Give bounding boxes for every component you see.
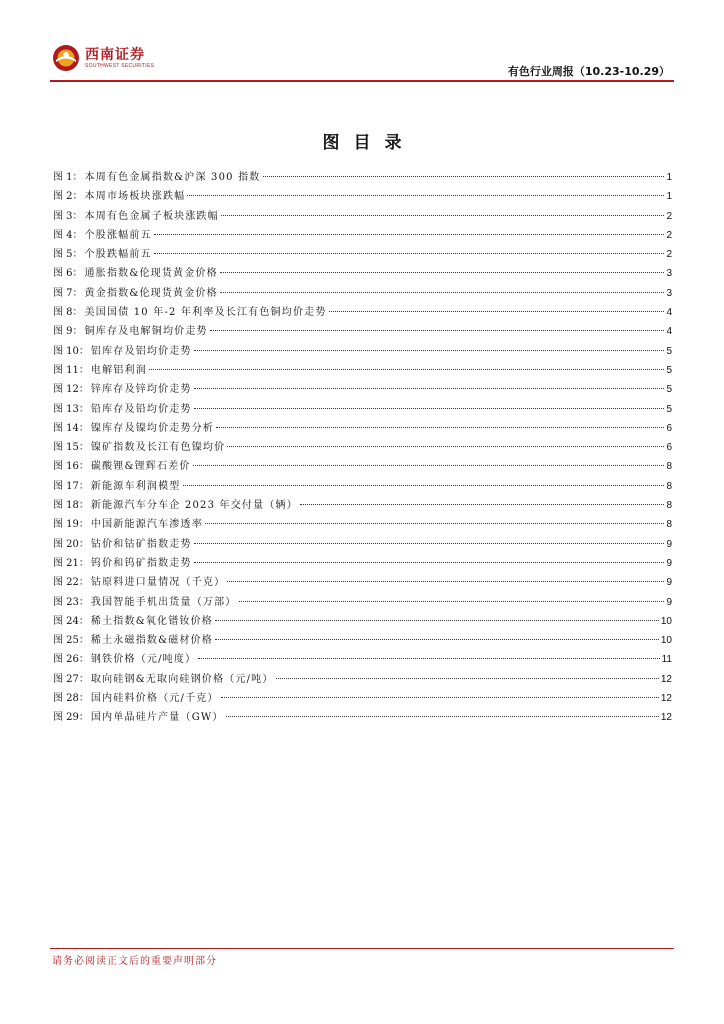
toc-entry-label: 图 15： [53, 442, 89, 454]
toc-entry-title: 稀土永磁指数&磁材价格 [90, 635, 214, 647]
toc-entry-page: 5 [666, 364, 672, 376]
logo-emblem-icon [52, 44, 80, 72]
toc-entry-label: 图 10： [53, 345, 89, 357]
toc-dot-leader [194, 350, 665, 351]
toc-entry-title: 钴价和钴矿指数走势 [90, 538, 192, 550]
toc-entry[interactable] [53, 303, 672, 322]
toc-dot-leader [205, 523, 665, 524]
toc-entry[interactable] [53, 322, 672, 341]
toc-dot-leader [183, 485, 665, 486]
toc-entry-page: 11 [661, 654, 672, 666]
toc-entry-title: 黄金指数&伦现货黄金价格 [84, 287, 218, 299]
toc-entry-page: 3 [666, 268, 672, 280]
toc-dot-leader [220, 272, 665, 273]
toc-entry-label: 图 11： [53, 364, 89, 376]
toc-entry-title: 钢铁价格（元/吨度） [90, 654, 197, 666]
toc-dot-leader [221, 215, 664, 216]
toc-entry-page: 4 [666, 307, 672, 319]
toc-entry[interactable] [53, 631, 672, 650]
toc-dot-leader [216, 427, 664, 428]
toc-entry[interactable] [53, 361, 672, 380]
toc-entry-label: 图 23： [53, 596, 89, 608]
toc-entry-page: 8 [666, 480, 672, 492]
toc-entry-label: 图 13： [53, 403, 89, 415]
toc-entry[interactable] [53, 515, 672, 534]
toc-entry-title: 新能源汽车分车企 2023 年交付量（辆） [90, 500, 298, 512]
toc-dot-leader [263, 176, 665, 177]
toc-entry-title: 国内单晶硅片产量（GW） [90, 712, 224, 724]
toc-dot-leader [227, 581, 664, 582]
toc-dot-leader [239, 601, 665, 602]
toc-dot-leader [221, 697, 659, 698]
toc-entry[interactable] [53, 342, 672, 361]
toc-entry-page: 5 [666, 345, 672, 357]
toc-entry-label: 图 27： [53, 673, 89, 685]
toc-entry[interactable] [53, 689, 672, 708]
toc-entry-page: 9 [666, 538, 672, 550]
toc-entry-title: 本周有色金属子板块涨跌幅 [84, 210, 219, 222]
toc-entry-page: 4 [666, 326, 672, 338]
toc-dot-leader [194, 543, 665, 544]
toc-dot-leader [276, 678, 659, 679]
toc-dot-leader [300, 504, 665, 505]
toc-entry[interactable] [53, 187, 672, 206]
toc-entry-label: 图 4： [53, 229, 83, 241]
toc-entry-label: 图 17： [53, 480, 89, 492]
toc-entry-label: 图 3： [53, 210, 83, 222]
toc-dot-leader [220, 292, 665, 293]
toc-entry-page: 5 [666, 403, 672, 415]
toc-entry-title: 个股跌幅前五 [84, 249, 152, 261]
page-header [0, 0, 724, 82]
toc-entry-title: 铜库存及电解铜均价走势 [84, 326, 208, 338]
toc-entry-title: 电解铝利润 [90, 364, 147, 376]
toc-entry[interactable] [53, 226, 672, 245]
toc-entry-label: 图 6： [53, 268, 83, 280]
toc-entry-page: 12 [660, 693, 672, 705]
toc-entry-label: 图 24： [53, 615, 89, 627]
toc-entry-label: 图 7： [53, 287, 83, 299]
toc-entry-label: 图 28： [53, 693, 89, 705]
toc-entry-title: 中国新能源汽车渗透率 [90, 519, 203, 531]
toc-entry-title: 我国智能手机出货量（万部） [90, 596, 237, 608]
toc-entry-title: 碳酸锂&锂辉石差价 [90, 461, 191, 473]
toc-entry[interactable] [53, 573, 672, 592]
toc-entry-page: 2 [666, 249, 672, 261]
toc-entry[interactable] [53, 457, 672, 476]
toc-dot-leader [194, 408, 665, 409]
toc-dot-leader [215, 639, 659, 640]
toc-entry[interactable] [53, 284, 672, 303]
toc-entry[interactable] [53, 438, 672, 457]
toc-entry-title: 本周市场板块涨跌幅 [84, 191, 186, 203]
toc-entry-page: 2 [666, 229, 672, 241]
toc-entry[interactable] [53, 168, 672, 187]
toc-entry-page: 1 [666, 191, 672, 203]
toc-entry-page: 8 [666, 461, 672, 473]
toc-dot-leader [329, 311, 665, 312]
toc-entry-label: 图 1： [53, 172, 83, 183]
toc-entry-page: 10 [660, 635, 672, 647]
toc-entry-page: 8 [666, 519, 672, 531]
toc-entry-title: 铅库存及铅均价走势 [90, 403, 192, 415]
toc-dot-leader [226, 716, 659, 717]
toc-entry-title: 新能源车利润模型 [90, 480, 181, 492]
toc-entry-page: 6 [666, 442, 672, 454]
toc-entry-title: 本周有色金属指数&沪深 300 指数 [84, 172, 261, 183]
toc-entry-title: 锌库存及锌均价走势 [90, 384, 192, 396]
toc-entry-title: 稀土指数&氧化镨钕价格 [90, 615, 214, 627]
toc-entry-label: 图 12： [53, 384, 89, 396]
toc-entry[interactable] [53, 670, 672, 689]
toc-entry[interactable] [53, 400, 672, 419]
toc-entry-page: 1 [666, 172, 672, 183]
footer-divider [50, 948, 674, 949]
toc-entry-page: 9 [666, 596, 672, 608]
logo-chinese-name: 西南证券 [85, 46, 145, 63]
toc-entry-page: 9 [666, 577, 672, 589]
toc-entry-label: 图 14： [53, 422, 89, 434]
toc-dot-leader [187, 195, 664, 196]
footer-disclaimer: 请务必阅读正文后的重要声明部分 [52, 956, 217, 967]
toc-entry-label: 图 29： [53, 712, 89, 724]
toc-entry-label: 图 5： [53, 249, 83, 261]
toc-entry[interactable] [53, 419, 672, 438]
toc-entry-page: 10 [660, 615, 672, 627]
toc-entry[interactable] [53, 554, 672, 573]
toc-entry-label: 图 20： [53, 538, 89, 550]
toc-entry[interactable] [53, 245, 672, 264]
toc-entry-page: 12 [660, 673, 672, 685]
toc-entry[interactable] [53, 612, 672, 631]
toc-entry[interactable] [53, 207, 672, 226]
toc-entry-page: 3 [666, 287, 672, 299]
toc-entry-label: 图 9： [53, 326, 83, 338]
toc-entry-title: 镍矿指数及长江有色镍均价 [90, 442, 226, 454]
toc-entry-page: 8 [666, 500, 672, 512]
report-title: 有色行业周报（10.23-10.29） [507, 65, 670, 78]
toc-entry[interactable] [53, 708, 672, 727]
toc-entry-title: 国内硅料价格（元/千克） [90, 693, 219, 705]
toc-entry-label: 图 2： [53, 191, 83, 203]
toc-entry-label: 图 18： [53, 500, 89, 512]
toc-entry-title: 钨价和钨矿指数走势 [90, 557, 192, 569]
toc-dot-leader [194, 562, 665, 563]
toc-dot-leader [227, 446, 664, 447]
toc-entry[interactable] [53, 593, 672, 612]
toc-entry-page: 12 [660, 712, 672, 724]
toc-dot-leader [194, 388, 665, 389]
toc-entry[interactable] [53, 264, 672, 283]
toc-entry-title: 钴原料进口量情况（千克） [90, 577, 226, 589]
toc-entry[interactable] [53, 535, 672, 554]
toc-dot-leader [149, 369, 665, 370]
toc-entry-page: 9 [666, 557, 672, 569]
toc-entry[interactable] [53, 380, 672, 399]
toc-entry[interactable] [53, 650, 672, 669]
toc-entry-label: 图 21： [53, 557, 89, 569]
toc-entry-label: 图 8： [53, 307, 83, 319]
toc-entry[interactable] [53, 477, 672, 496]
toc-entry-label: 图 26： [53, 654, 89, 666]
toc-dot-leader [154, 253, 665, 254]
toc-entry-title: 铝库存及铝均价走势 [90, 345, 192, 357]
toc-entry-label: 图 19： [53, 519, 89, 531]
toc-entry-title: 美国国债 10 年-2 年利率及长江有色铜均价走势 [84, 307, 327, 319]
toc-entry-page: 6 [666, 422, 672, 434]
header-divider [50, 80, 674, 82]
toc-entry-title: 镍库存及镍均价走势分析 [90, 422, 215, 434]
company-logo [52, 44, 154, 72]
toc-entry-label: 图 25： [53, 635, 89, 647]
toc-entry-label: 图 16： [53, 461, 89, 473]
toc-entry-page: 2 [666, 210, 672, 222]
toc-entry[interactable] [53, 496, 672, 515]
toc-heading: 图目录 [322, 133, 416, 153]
toc-entry-title: 个股涨幅前五 [84, 229, 152, 241]
toc-dot-leader [193, 465, 665, 466]
toc-entry-title: 取向硅钢&无取向硅钢价格（元/吨） [90, 673, 274, 685]
figure-table-of-contents [53, 168, 672, 728]
toc-dot-leader [154, 234, 665, 235]
toc-entry-title: 通胀指数&伦现货黄金价格 [84, 268, 218, 280]
toc-dot-leader [198, 658, 659, 659]
logo-english-name: SOUTHWEST SECURITIES [85, 62, 155, 69]
toc-dot-leader [215, 620, 659, 621]
toc-dot-leader [210, 330, 665, 331]
toc-entry-label: 图 22： [53, 577, 89, 589]
toc-entry-page: 5 [666, 384, 672, 396]
